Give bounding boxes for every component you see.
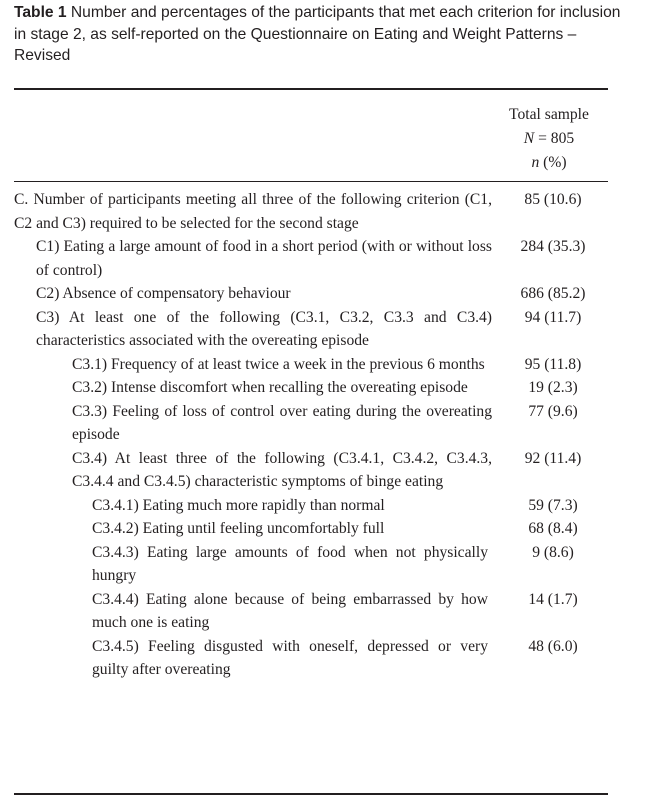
table-row bbox=[14, 494, 608, 518]
table-top-rule bbox=[14, 88, 608, 90]
table-row bbox=[14, 188, 608, 235]
row-label: C1) Eating a large amount of food in a short period (with or without loss of control) bbox=[36, 238, 492, 279]
row-value: 68 (8.4) bbox=[528, 520, 578, 537]
row-value: 94 (11.7) bbox=[524, 308, 582, 326]
n-small-symbol: n bbox=[531, 154, 540, 171]
row-value: 92 (11.4) bbox=[524, 449, 582, 467]
row-label: C3) At least one of the following (C3.1, C3.2, C3.3 and C3.4) characteristics associated with the overeating episode bbox=[36, 308, 492, 349]
row-value: 59 (7.3) bbox=[528, 496, 578, 514]
n-symbol: N bbox=[523, 130, 535, 147]
pct-label: (%) bbox=[539, 154, 567, 171]
row-label: C3.4.2) Eating until feeling uncomfortably full bbox=[92, 520, 385, 537]
row-value: 77 (9.6) bbox=[528, 402, 578, 420]
row-value: 19 (2.3) bbox=[528, 379, 578, 396]
row-label: C3.1) Frequency of at least twice a week in the previous 6 months bbox=[72, 355, 485, 373]
row-label: C3.4.4) Eating alone because of being embarrassed by how much one is eating bbox=[92, 590, 488, 631]
table-row bbox=[14, 235, 608, 282]
row-value: 14 (1.7) bbox=[528, 590, 578, 608]
table-row bbox=[14, 400, 608, 447]
row-value: 95 (11.8) bbox=[524, 355, 582, 373]
table-row bbox=[14, 353, 608, 377]
row-label: C. Number of participants meeting all three of the following criterion (C1, C2 and C3) required to be selected for the second stage bbox=[14, 191, 492, 232]
row-label: C3.4.1) Eating much more rapidly than normal bbox=[92, 496, 385, 514]
row-value: 686 (85.2) bbox=[520, 285, 586, 302]
row-value: 85 (10.6) bbox=[524, 191, 582, 208]
table-caption bbox=[14, 2, 634, 67]
table-row bbox=[14, 282, 608, 306]
column-header-sample-size bbox=[490, 127, 608, 151]
table-body bbox=[14, 188, 608, 682]
row-value: 284 (35.3) bbox=[520, 238, 586, 255]
table-row bbox=[14, 541, 608, 588]
row-label: C2) Absence of compensatory behaviour bbox=[36, 285, 291, 302]
row-label: C3.4.5) Feeling disgusted with oneself, depressed or very guilty after overeating bbox=[92, 637, 488, 678]
row-value: 9 (8.6) bbox=[532, 543, 574, 561]
table-label: Table 1 bbox=[14, 4, 67, 21]
table-row bbox=[14, 635, 608, 682]
table-row bbox=[14, 447, 608, 494]
row-label: C3.4.3) Eating large amounts of food when not physically hungry bbox=[92, 543, 488, 584]
row-value: 48 (6.0) bbox=[528, 637, 578, 655]
table-row bbox=[14, 517, 608, 541]
column-header-title: Total sample bbox=[509, 106, 589, 123]
table-row bbox=[14, 588, 608, 635]
table-bottom-rule bbox=[14, 793, 608, 795]
row-label: C3.4) At least three of the following (C3.4.1, C3.4.2, C3.4.3, C3.4.4 and C3.4.5) characteristic symptoms of binge eating bbox=[72, 449, 492, 490]
column-header-total-sample bbox=[490, 103, 608, 175]
column-header-units bbox=[490, 151, 608, 175]
row-label: C3.3) Feeling of loss of control over eating during the overeating episode bbox=[72, 402, 492, 443]
n-value: = 805 bbox=[534, 130, 575, 147]
table-row bbox=[14, 306, 608, 353]
caption-text: Number and percentages of the participants that met each criterion for inclusion in stage 2, as self-reported on the Questionnaire on Eating and Weight Patterns – Revised bbox=[14, 4, 621, 64]
table-row bbox=[14, 376, 608, 400]
table-header-rule bbox=[14, 181, 608, 182]
row-label: C3.2) Intense discomfort when recalling the overeating episode bbox=[72, 379, 468, 396]
